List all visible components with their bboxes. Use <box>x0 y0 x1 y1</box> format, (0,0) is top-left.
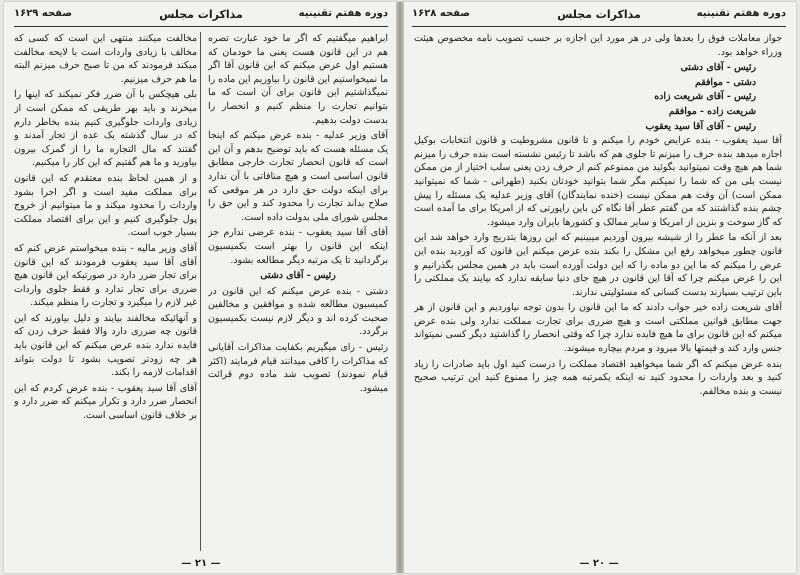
page-footer-number: — ۲۰ — <box>579 558 619 569</box>
page-header <box>14 8 388 26</box>
paragraph: آقا سید یعقوب - بنده عرایض خودم را میکنم و تا قانون مشروطیت و قانون انتخابات بوکیل اجازه میدهد بنده حرف را میزنم تا جلوی هم که باشد تا رئیس نشسته است بنده حرف را میزنم شما هم هیچ وقت نمیتوانید بگوئید من ممنوعم کنم از حرف زدن یعنی سلب اختیار از من ممکن نیست بلی من که شما را نمیکنم مگر شما بتوانید خودتان بکنید (طهرانی - شما که نمیتوانید ممکن است) آن وقت هم ممکن نیست (خنده نمایندگان) آقای وزیر عدلیه یک مسئله را پیش چشم بنده گذاشتند که من گفتم عطر آقا نگاه کن باین راپورتی که از امریکا برای ما آمده است که گاز سوخت و بنزین از امریکا و سایر ممالک و کشورها بایران وارد میشود. <box>414 135 782 228</box>
paragraph: ابراهیم میگفتیم که اگر ما خود عبارت تصره هم در این قانون هست یعنی ما خودمان که هستیم اول عرض میکنم که این قانون آقا اگر ما نمیخواستیم این قانون را بیاوریم این ماده را نمیگذاشتیم این قانون برای آن است که ما بتوانیم تجارت را منظم کنیم و انحصار را بدست دولت بدهیم. <box>208 33 388 126</box>
vote-line: دشتی - موافقم <box>694 76 756 88</box>
paragraph: آقای وزیر عدلیه - بنده عرض میکنم که اینجا یک مسئله هست که باید توضیح بدهم و آن این است که قانون انحصار تجارت خارجی مطابق قانون اساسی است و هیچ منافاتی با آن ندارد برای اینکه دولت حق دارد در هر موقعی که صلاح بداند تجارت را محدود کند و این حق را مجلس شورای ملی بدولت داده است. <box>208 130 388 223</box>
paragraph: بنده عرض میکنم که اگر شما میخواهید اقتصاد مملکت را درست کنید اول باید صادرات را زیاد کنید و بعد واردات را محدود کنید نه اینکه یکمرتبه همه چیز را ممنوع کنید این ترتیب صحیح نیست و بنده مخالفم. <box>414 358 782 397</box>
paragraph: آقای شریعت زاده خیر جواب دادند که ما این قانون را بدون توجه نیاوردیم و این قانون از هر جهت مطابق قوانین مملکتی است و هیچ ضرری برای تجارت مملکت ندارد ولی بنده عرض میکنم که این قانون برای ما هیچ فایده ندارد چرا که وقتی انحصار را گذاشتید دیگر کسی نمیتواند جنس وارد کند و قیمتها بالا میرود و مردم بیچاره میشوند. <box>414 302 782 355</box>
header-rule <box>412 26 786 27</box>
paragraph: بعد از آنکه ما عطر را از شیشه بیرون آوردیم میبینیم که این روزها بتدریج وارد خواهد شد این قانون چطور میخواهد رفع این مشکل را بکند بنده عرض میکنم این قانون که آوردید بنده این عرض را میکنم که ما این دو ماده را که این دولت آورده است باید در همین مجلس بگذرانیم و این را عرض میکنم چرا که آقا این قانون در هیچ جای دنیا سابقه ندارد که بیایند یک مملکتی را باین ترتیب بسپارند بدست کسانی که مسئولیتی ندارند. <box>414 232 782 298</box>
vote-line: رئیس - آقای شریعت زاده <box>654 91 756 103</box>
paragraph: آقای آقا سید یعقوب - بنده عرض کردم که این انحصار ضرر دارد و تکرار میکنم که ضرر دارد و بر خلاف قانون اساسی است. <box>14 382 197 422</box>
column-divider <box>200 32 201 551</box>
vote-line: شریعت زاده - موافقم <box>668 105 756 117</box>
header-title: مذاکرات مجلس <box>159 8 243 21</box>
paragraph: و از همین لحاظ بنده معتقدم که این قانون برای مملکت مفید است و اگر اجرا بشود واردات را محدود میکند و ما میتوانیم از خروج پول جلوگیری کنیم و این برای اقتصاد مملکت بسیار خوب است. <box>14 172 197 239</box>
open-book <box>4 2 796 573</box>
speaker-line: رئیس - آقای دشتی <box>260 270 336 282</box>
header-page-number: صفحه ۱۶۲۸ <box>412 8 471 19</box>
page-footer-number: — ۲۱ — <box>181 558 221 569</box>
header-rule <box>14 26 388 27</box>
vote-line: رئیس - آقای آقا سید یعقوب <box>645 120 756 132</box>
text-column-left <box>14 32 197 551</box>
page-header <box>412 8 786 26</box>
paragraph: جواز معاملات فوق را بعدها ولی در هر مورد این اجازه بر حسب تصویب نامه مخصوص هیئت وزراء خواهد بود. <box>414 33 782 58</box>
header-title: مذاکرات مجلس <box>557 8 641 21</box>
header-session: دوره هفتم تقنینیه <box>696 8 786 19</box>
page-1629 <box>4 2 398 573</box>
paragraph: آقای وزیر مالیه - بنده میخواستم عرض کنم که آقای آقا سید یعقوب فرمودند که این قانون برای تجار ضرر دارد در صورتیکه این قانون هیچ ضرری برای تجار ندارد و فقط جلوی واردات غیر لازم را میگیرد و تجارت را منظم میکند. <box>14 242 197 309</box>
paragraph: آقای آقا سید یعقوب - بنده عرضی ندارم جز اینکه این قانون را بهتر است بکمیسیون برگردانید تا یک مرتبه دیگر مطالعه بشود. <box>208 227 388 266</box>
paragraph: مخالفت میکنند منتهی این است که کسی که مخالف با زیادی واردات است با لایحه مخالفت میکند فرمودند که من تا صبح حرف میزنم البته ما هم حرف میزنیم. <box>14 33 197 85</box>
paragraph: بلی هیچکس با آن ضرر فکر نمیکند که اینها را میخرند و باید بهر طریقی که ممکن است از زیادی واردات جلوگیری کنیم بنده بخاطر دارم که در سال گذشته یک عده از تجار آمدند و گفتند که مال التجاره ما را از گمرک بیرون بیاورید و ما هم گفتیم که این کار را میکنیم. <box>14 89 197 169</box>
page-1628 <box>402 2 796 573</box>
paragraph: رئیس - رای میگیریم بکفایت مذاکرات آقایانی که مذاکرات را کافی میدانند قیام فرمایند (اکثر قیام نمودند) تصویب شد ماده دوم قرائت میشود. <box>208 342 388 394</box>
header-page-number: صفحه ۱۶۲۹ <box>14 8 73 19</box>
header-session: دوره هفتم تقنینیه <box>298 8 388 19</box>
text-column-right <box>208 32 388 551</box>
text-column <box>414 32 782 551</box>
paragraph: دشتی - بنده عرض میکنم که این قانون در کمیسیون مطالعه شده و موافقین و مخالفین صحبت کرده اند و دیگر لازم نیست بکمیسیون برگردد. <box>208 285 388 338</box>
vote-line: رئیس - آقای دشتی <box>680 62 756 74</box>
paragraph: و آنهائیکه مخالفند بیایند و دلیل بیاورند که این قانون چه ضرری دارد والا فقط حرف زدن که فایده ندارد بنده عرض میکنم که این قانون باید هر چه زودتر تصویب بشود تا دولت بتواند اقدامات لازمه را بکند. <box>14 312 197 379</box>
